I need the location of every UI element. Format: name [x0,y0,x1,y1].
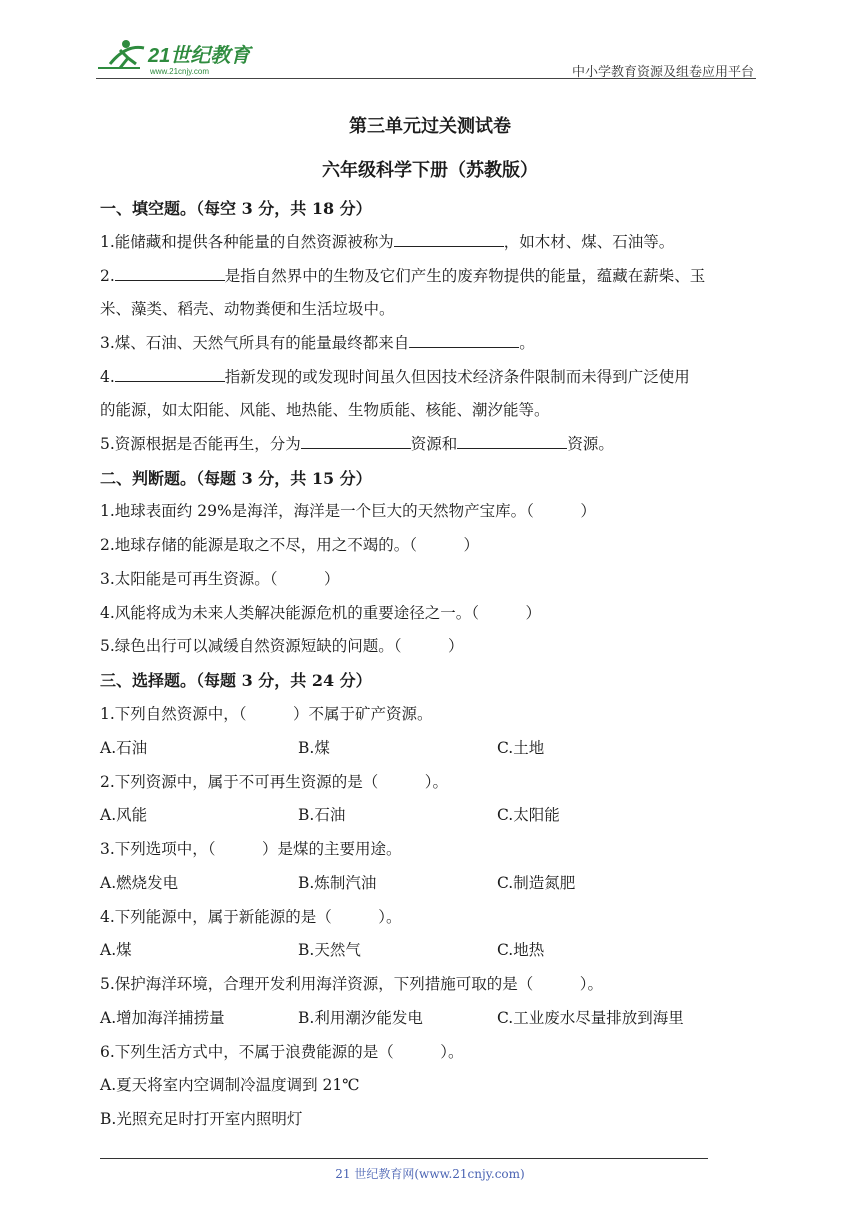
choice-option: C.土地 [497,739,545,757]
footer-divider [100,1158,708,1159]
question-fill-3: 3.煤、石油、天然气所具有的能量最终都来自 。 [100,334,535,352]
question-fill-4-cont: 的能源，如太阳能、风能、地热能、生物质能、核能、潮汐能等。 [100,401,550,419]
site-logo [96,34,266,78]
answer-blank[interactable] [115,367,225,382]
choice-option: C.地热 [497,941,545,959]
question-fill-1: 1.能储藏和提供各种能量的自然资源被称为 ，如木材、煤、石油等。 [100,233,675,251]
section-heading-true-false: 二、判断题。（每题 3 分，共 15 分） [100,469,372,488]
header-divider [96,78,756,79]
question-tf-5: 5.绿色出行可以减缓自然资源短缺的问题。（ ） [100,637,464,655]
question-tf-1: 1.地球表面约 29%是海洋，海洋是一个巨大的天然物产宝库。（ ） [100,502,596,520]
logo-url: www.21cnjy.com [150,67,209,76]
section-heading-fill-blank: 一、填空题。（每空 3 分，共 18 分） [100,199,372,218]
question-fill-2-cont: 米、藻类、稻壳、动物粪便和生活垃圾中。 [100,300,395,318]
question-fill-4: 4. 指新发现的或发现时间虽久但因技术经济条件限制而未得到广泛使用 [100,368,690,386]
question-choice-3: 3.下列选项中，（ ）是煤的主要用途。 [100,840,402,858]
answer-blank[interactable] [115,266,225,281]
section-heading-choice: 三、选择题。（每题 3 分，共 24 分） [100,671,372,690]
question-tf-2: 2.地球存储的能源是取之不尽，用之不竭的。（ ） [100,536,480,554]
answer-blank[interactable] [457,434,567,449]
footer-link[interactable]: 21 世纪教育网(www.21cnjy.com) [335,1167,525,1181]
page-subtitle: 六年级科学下册（苏教版） [322,160,538,181]
choice-option: A.增加海洋捕捞量 [100,1009,225,1027]
choice-option: A.风能 [100,806,148,824]
question-tf-3: 3.太阳能是可再生资源。（ ） [100,570,340,588]
question-choice-1: 1.下列自然资源中，（ ）不属于矿产资源。 [100,705,433,723]
choice-option: A.夏天将室内空调制冷温度调到 21℃ [100,1076,360,1094]
question-choice-2: 2.下列资源中，属于不可再生资源的是（ ）。 [100,773,449,791]
page-title: 第三单元过关测试卷 [349,116,511,137]
question-choice-6: 6.下列生活方式中，不属于浪费能源的是（ ）。 [100,1043,464,1061]
question-tf-4: 4.风能将成为未来人类解决能源危机的重要途径之一。（ ） [100,604,542,622]
logo-text: 21世纪教育 [148,45,251,67]
answer-blank[interactable] [409,333,519,348]
choice-option: B.光照充足时打开室内照明灯 [100,1110,303,1128]
answer-blank[interactable] [301,434,411,449]
choice-option: C.制造氮肥 [497,874,576,892]
choice-option: C.工业废水尽量排放到海里 [497,1009,684,1027]
choice-option: B.利用潮汐能发电 [298,1009,423,1027]
question-choice-4: 4.下列能源中，属于新能源的是（ ）。 [100,908,402,926]
question-fill-5: 5.资源根据是否能再生，分为 资源和 资源。 [100,435,614,453]
question-fill-2: 2. 是指自然界中的生物及它们产生的废弃物提供的能量，蕴藏在薪柴、玉 [100,267,706,285]
choice-option: A.石油 [100,739,148,757]
choice-option: A.煤 [100,941,132,959]
choice-option: A.燃烧发电 [100,874,179,892]
platform-name: 中小学教育资源及组卷应用平台 [571,65,754,80]
question-choice-5: 5.保护海洋环境，合理开发利用海洋资源，下列措施可取的是（ ）。 [100,975,604,993]
choice-option: B.煤 [298,739,330,757]
choice-option: B.天然气 [298,941,361,959]
choice-option: B.石油 [298,806,346,824]
answer-blank[interactable] [394,232,504,247]
choice-option: C.太阳能 [497,806,560,824]
choice-option: B.炼制汽油 [298,874,377,892]
